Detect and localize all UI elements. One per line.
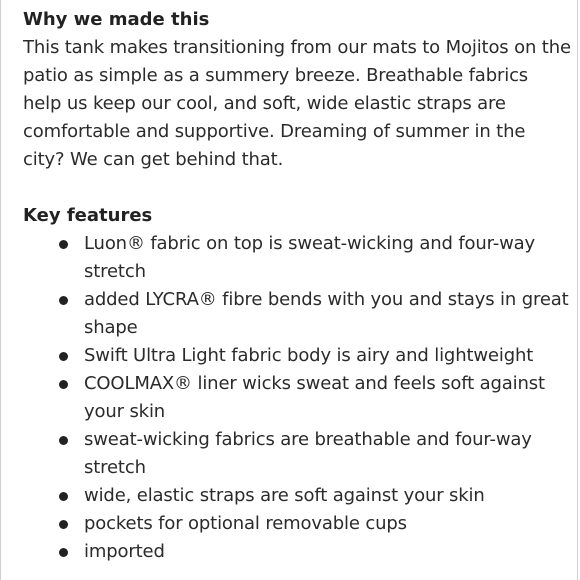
feature-item [23,230,571,286]
bullet-icon [59,296,68,305]
bullet-icon [59,240,68,249]
feature-item [23,510,571,538]
key-features-heading: Key features [23,205,153,226]
bullet-icon [59,520,68,529]
feature-item-text: pockets for optional removable cups [84,513,407,534]
feature-item [23,482,571,510]
feature-item [23,342,571,370]
feature-item-text: Swift Ultra Light fabric body is airy and lightweight [84,345,534,366]
feature-item [23,286,571,342]
feature-item-text: added LYCRA® fibre bends with you and stays in great shape [84,289,569,338]
why-we-made-this-heading: Why we made this [23,9,210,30]
feature-item-text: imported [84,541,165,562]
feature-item-text: Luon® fabric on top is sweat-wicking and four-way stretch [84,233,536,282]
bullet-icon [59,352,68,361]
feature-item [23,538,571,566]
bullet-icon [59,548,68,557]
feature-item-text: wide, elastic straps are soft against your skin [84,485,485,506]
bullet-icon [59,380,68,389]
bullet-icon [59,492,68,501]
product-details-content [23,6,571,566]
why-we-made-this-body: This tank makes transitioning from our mats to Mojitos on the patio as simple as a summery breeze. Breathable fabrics help us keep our cool, and soft, wide elastic straps are comfortable and supportive. Dreaming of summer in the city? We can get behind that. [23,37,571,170]
bullet-icon [59,436,68,445]
feature-item [23,426,571,482]
feature-item [23,370,571,426]
section-spacer [23,174,571,202]
feature-item-text: sweat-wicking fabrics are breathable and four-way stretch [84,429,532,478]
feature-item-text: COOLMAX® liner wicks sweat and feels soft against your skin [84,373,545,422]
key-features-list [23,230,571,566]
